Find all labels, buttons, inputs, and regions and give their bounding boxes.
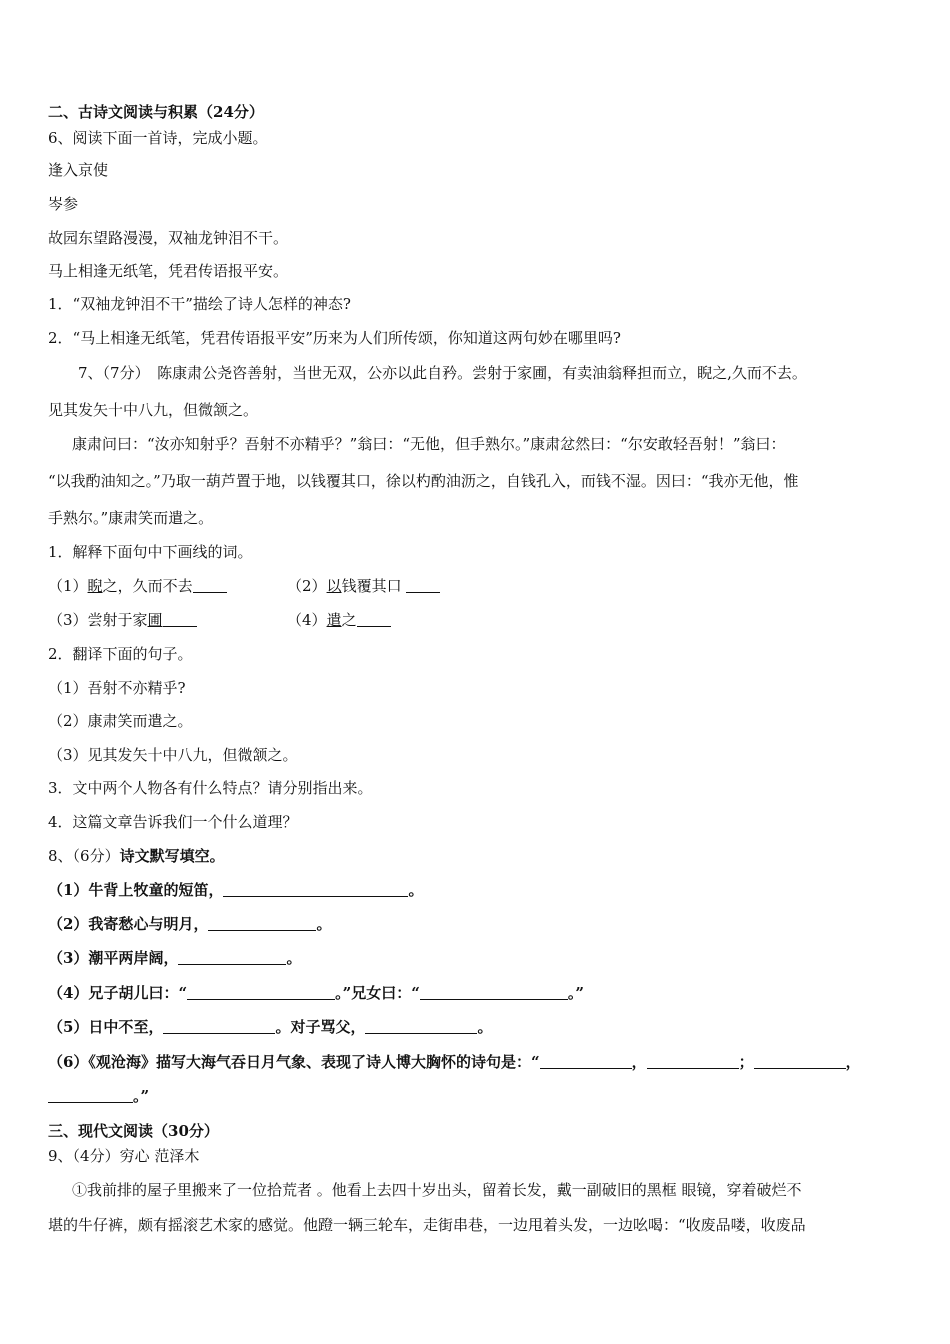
q7-sub1: 1．解释下面句中下画线的词。 xyxy=(48,543,253,561)
q7-item-3 xyxy=(48,610,197,630)
poem-line-1: 故园东望路漫漫，双袖龙钟泪不干。 xyxy=(48,229,289,247)
q7-intro-a: 7、（7分） 陈康肃公尧咨善射，当世无双，公亦以此自矜。尝射于家圃，有卖油翁释担而立，睨之,久而不去。 xyxy=(78,364,807,382)
q7-item-4 xyxy=(287,610,391,630)
poem-line-2: 马上相逢无纸笔，凭君传语报平安。 xyxy=(48,262,289,280)
q7-sub2: 2．翻译下面的句子。 xyxy=(48,645,193,663)
underlined-word: 以 xyxy=(326,577,342,595)
item-label: （1） xyxy=(48,577,88,595)
q8-number: 8、（6分） xyxy=(48,847,120,865)
q7-sub4: 4．这篇文章告诉我们一个什么道理？ xyxy=(48,813,298,831)
fill-blank[interactable] xyxy=(365,1019,477,1034)
fill-text: （1）牛背上牧童的短笛， xyxy=(48,881,224,899)
q6-sub1: 1．“双袖龙钟泪不干”描绘了诗人怎样的神态? xyxy=(48,295,351,313)
q8-item-6-cont xyxy=(48,1086,149,1106)
answer-blank[interactable] xyxy=(163,612,197,627)
fill-text: （6）《观沧海》描写大海气吞日月气象、表现了诗人博大胸怀的诗句是：“ xyxy=(48,1053,540,1071)
fill-blank[interactable] xyxy=(163,1019,275,1034)
fill-blank[interactable] xyxy=(420,985,568,1000)
answer-blank[interactable] xyxy=(193,578,227,593)
item-label: （4） xyxy=(287,611,327,629)
fill-text: 。”兄女曰：“ xyxy=(335,984,420,1002)
q7-translate-1: （1）吾射不亦精乎? xyxy=(48,679,186,697)
q7-para-b: “以我酌油知之。”乃取一葫芦置于地，以钱覆其口，徐以杓酌油沥之，自钱孔入，而钱不湿。因曰：“我亦无他，惟 xyxy=(48,472,799,490)
q7-sub3: 3．文中两个人物各有什么特点？请分别指出来。 xyxy=(48,779,373,797)
fill-text: （3）潮平两岸阔， xyxy=(48,949,179,967)
punct: 。 xyxy=(286,949,302,967)
poem-author: 岑参 xyxy=(48,195,79,213)
answer-blank[interactable] xyxy=(406,578,440,593)
q8-item-6 xyxy=(48,1052,861,1072)
q6-prompt: 6、阅读下面一首诗，完成小题。 xyxy=(48,129,268,147)
item-text: 之，久而不去 xyxy=(102,577,193,595)
fill-blank[interactable] xyxy=(754,1054,846,1069)
item-label: （2） xyxy=(287,577,327,595)
q8-prompt xyxy=(48,846,225,866)
underlined-word: 睨 xyxy=(87,577,103,595)
punct: 。” xyxy=(133,1087,150,1105)
fill-blank[interactable] xyxy=(187,985,335,1000)
fill-text: （5）日中不至， xyxy=(48,1018,164,1036)
q8-item-1 xyxy=(48,880,423,900)
fill-text: （4）兄子胡儿曰：“ xyxy=(48,984,188,1002)
fill-blank[interactable] xyxy=(540,1054,632,1069)
fill-text: （2）我寄愁心与明月， xyxy=(48,915,209,933)
fill-blank[interactable] xyxy=(223,882,408,897)
q9-title: 9、（4分）穷心 范泽木 xyxy=(48,1147,200,1165)
underlined-word: 遣 xyxy=(326,611,342,629)
fill-blank[interactable] xyxy=(208,916,316,931)
item-text: （3）尝射于家 xyxy=(48,611,148,629)
answer-blank[interactable] xyxy=(357,612,391,627)
q7-translate-2: （2）康肃笑而遣之。 xyxy=(48,712,193,730)
fill-blank[interactable] xyxy=(647,1054,739,1069)
q9-para-1a: ①我前排的屋子里搬来了一位拾荒者 。他看上去四十岁出头，留着长发，戴一副破旧的黑框 眼镜，穿着破烂不 xyxy=(72,1181,802,1199)
fill-blank[interactable] xyxy=(48,1088,133,1103)
section2-heading: 二、古诗文阅读与积累（24分） xyxy=(48,103,264,121)
section3-heading: 三、现代文阅读（30分） xyxy=(48,1122,219,1140)
q6-sub2: 2．“马上相逢无纸笔，凭君传语报平安”历来为人们所传颂，你知道这两句妙在哪里吗? xyxy=(48,329,621,347)
item-text: 钱覆其口 xyxy=(341,577,402,595)
q8-item-2 xyxy=(48,914,331,934)
q8-item-4 xyxy=(48,983,584,1003)
q7-item-2 xyxy=(287,576,440,596)
punct: 。 xyxy=(477,1018,493,1036)
punct: 。” xyxy=(567,984,584,1002)
q8-title: 诗文默写填空。 xyxy=(119,847,225,865)
punct: ， xyxy=(845,1053,861,1071)
punct: ， xyxy=(631,1053,647,1071)
punct: ； xyxy=(738,1053,754,1071)
q8-item-3 xyxy=(48,948,301,968)
q7-intro-b: 见其发矢十中八九，但微颔之。 xyxy=(48,401,259,419)
fill-text: 。对子骂父， xyxy=(275,1018,366,1036)
item-text: 之 xyxy=(341,611,357,629)
q7-para-c: 手熟尔。”康肃笑而遣之。 xyxy=(48,509,214,527)
punct: 。 xyxy=(316,915,332,933)
fill-blank[interactable] xyxy=(178,950,286,965)
q7-item-1 xyxy=(48,576,227,596)
q8-item-5 xyxy=(48,1017,492,1037)
q7-para-a: 康肃问曰：“汝亦知射乎？吾射不亦精乎？”翁曰：“无他，但手熟尔。”康肃忿然曰：“尔安敢轻吾射！”翁曰： xyxy=(72,435,786,453)
punct: 。 xyxy=(408,881,424,899)
q7-translate-3: （3）见其发矢十中八九，但微颔之。 xyxy=(48,746,298,764)
q9-para-1b: 堪的牛仔裤，颇有摇滚艺术家的感觉。他蹬一辆三轮车，走街串巷，一边甩着头发，一边吆喝：“收废品喽，收废品 xyxy=(48,1216,806,1234)
poem-title: 逢入京使 xyxy=(48,161,109,179)
underlined-word: 圃 xyxy=(147,611,163,629)
